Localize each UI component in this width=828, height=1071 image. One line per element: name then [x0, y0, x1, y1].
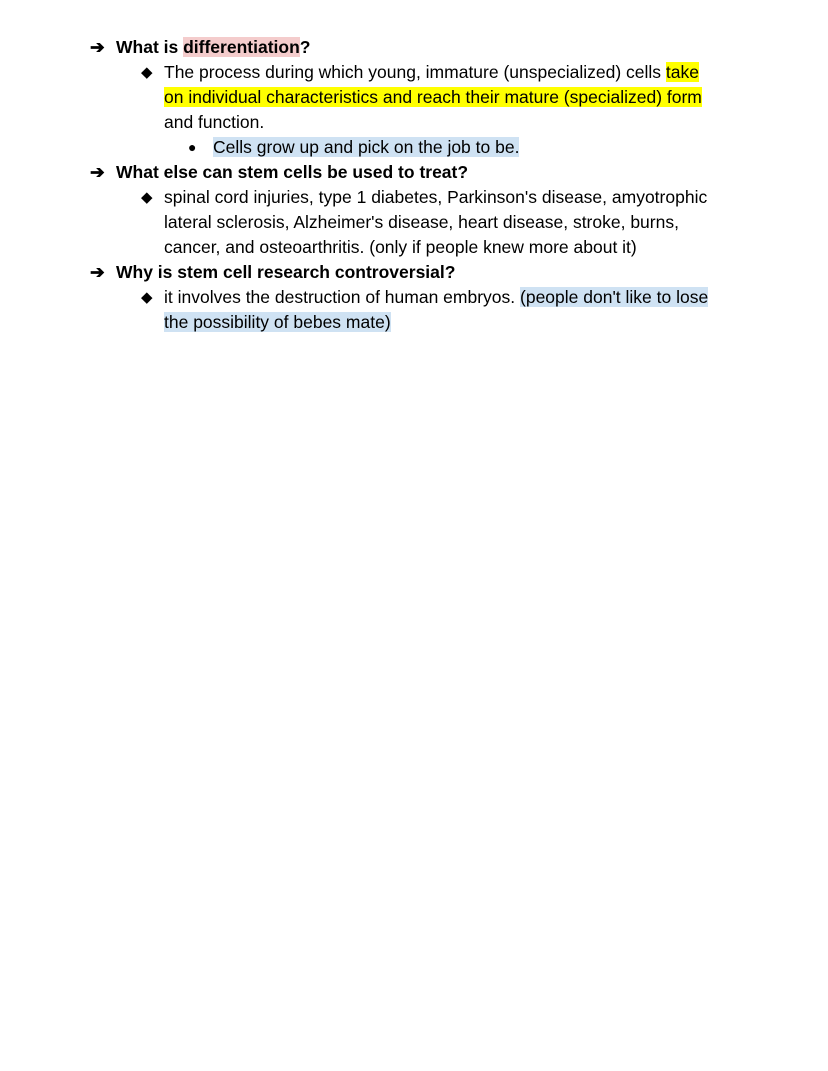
diamond-bullet-icon: ◆ — [141, 64, 153, 81]
diamond-bullet-icon: ◆ — [141, 189, 153, 206]
highlighted-text: the possibility of bebes mate) — [164, 312, 391, 332]
answer-text: it involves the destruction of human embryos. — [164, 287, 521, 307]
answer-controversy — [141, 285, 764, 335]
dot-bullet-icon: ● — [188, 139, 197, 155]
highlighted-text: (people don't like to lose — [520, 287, 709, 307]
answer-line: cancer, and osteoarthritis. (only if people knew more about it) — [164, 237, 637, 257]
answer-text: The process during which young, immature (unspecialized) cells — [164, 62, 666, 82]
answer-line — [164, 285, 764, 310]
sub-bullet-grow-up — [188, 135, 773, 160]
question-treatments — [90, 160, 790, 185]
highlighted-text: take — [665, 62, 699, 82]
answer-text: and function. — [164, 112, 265, 132]
highlighted-term: differentiation — [183, 37, 300, 57]
arrow-bullet-icon: ➔ — [90, 162, 105, 182]
answer-line — [164, 110, 764, 135]
answer-line — [164, 60, 764, 85]
question-text: What else can stem cells be used to treat? — [116, 162, 469, 182]
question-text: Why is stem cell research controversial? — [116, 262, 456, 282]
answer-differentiation — [141, 60, 764, 135]
answer-treatments — [141, 185, 764, 260]
question-text: What is — [116, 37, 184, 57]
answer-line — [164, 310, 764, 335]
question-differentiation — [90, 35, 790, 60]
answer-line: spinal cord injuries, type 1 diabetes, Parkinson's disease, amyotrophic — [164, 187, 708, 207]
arrow-bullet-icon: ➔ — [90, 262, 105, 282]
question-mark: ? — [299, 37, 311, 57]
highlighted-text: Cells grow up and pick on the job to be. — [213, 137, 520, 157]
arrow-bullet-icon: ➔ — [90, 37, 105, 57]
answer-line — [164, 85, 764, 110]
highlighted-text: on individual characteristics and reach their mature (specialized) form — [164, 87, 702, 107]
answer-line: lateral sclerosis, Alzheimer's disease, heart disease, stroke, burns, — [164, 212, 679, 232]
diamond-bullet-icon: ◆ — [141, 289, 153, 306]
question-controversy — [90, 260, 790, 285]
